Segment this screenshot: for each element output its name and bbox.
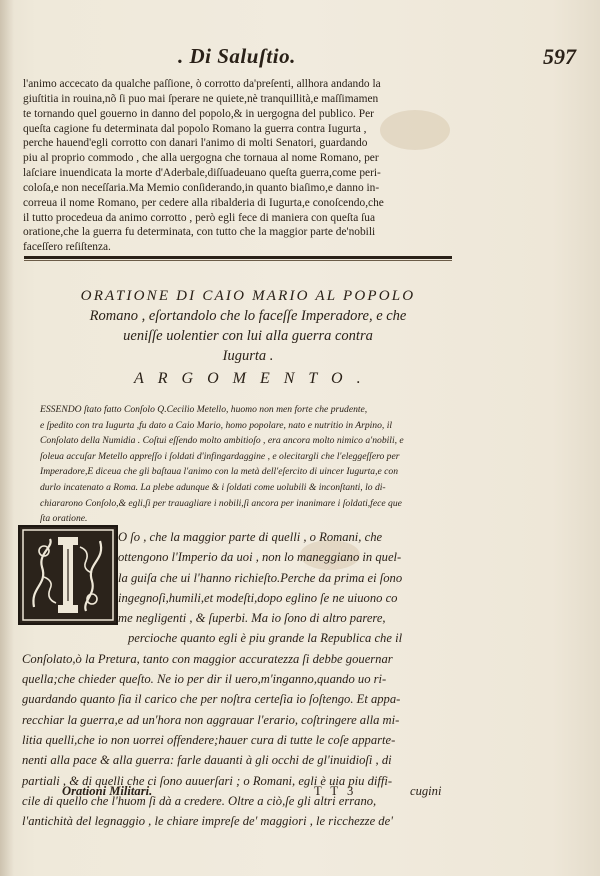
gutter-shadow [0,0,14,876]
text-line: l'animo accecato da qualche paſſione, ò corrotto da'preſenti, allhora andando la [23,78,381,90]
speech-line: litia quelli,che io non uorrei offendere;hauer cura di tutte le coſe apparte- [22,732,396,747]
text-line: il tutto procedeua da animo corrotto , però egli fece di maniera con queſta ſua [23,211,376,224]
speech-line: percioche quanto egli è piu grande la Republica che il [128,631,403,646]
running-title: . Di Saluſtio. [178,44,296,68]
speech-line: nenti alla pace & alla guerra: farle dauanti à gli occhi de gl'inuidioſi , di [22,753,392,768]
oration-title-line: Romano , eſortandolo che lo faceſſe Imperadore, e che [89,308,407,324]
catchword: cugini [410,784,442,798]
speech-line: guardando quanto ſia il carico che per noſtra certeſia io ſoſtengo. Et appa- [22,692,401,707]
argument-heading: ARGOMENTO. [134,370,375,387]
argument-line: durlo incatenato a Roma. La plebe adunque & i ſoldati come uolubili & inconſtanti, lo di- [40,481,386,493]
signature-mark: T T 3 [314,784,357,798]
page-number: 597 [543,44,576,69]
argument-line: e ſpedito con tra Iugurta ,fu dato a Caio Mario, homo popolare, nato e nutritio in Arpino, il [40,419,393,431]
collection-title: Orationi Militari. [62,784,153,798]
argument-line: Imperadore,E diceua che gli baſtaua l'animo con la metà dell'eſercito di uincer Iugurta,e con [40,466,399,478]
text-line: queſta cagione fu determinata dal popolo Romano la guerra contra Iugurta , [23,122,367,135]
text-line: laſciare inuendicata la morte d'Aderbale,diſſuadeuano queſta guerra,come peri- [23,167,381,180]
speech-line: ottengono l'Imperio da uoi , non lo maneggiano in quel- [118,550,402,565]
argument-line: Conſolato della Numidia . Coſtui eſſendo molto ambitioſo , era ancora molto nimico a'nobili, e [40,435,404,447]
text-line: faceſſero reſiſtenza. [23,241,111,254]
speech-line: ingegnoſi,humili,et modeſti,dopo eglino ſe ne uiuono co [118,590,398,605]
argument-line: ESSENDO ſtato fatto Conſolo Q.Cecilio Metello, huomo non men forte che prudente, [40,404,368,415]
speech-line: quella;che chieder queſto. Ne io per dir il uero,m'inganno,quando uo ri- [22,672,387,687]
argument-line: ſoleua accuſar Metello appreſſo i ſoldati d'infingardaggine , e olecitargli che l'eleggeſſero per [40,450,400,462]
text-line: giuſtitia in rouina,nõ ſi puo mai ſperare ne quiete,nè tranquillità,e maſſimamen [23,92,379,105]
oration-title [28,286,468,366]
decorated-initial-i-icon [18,525,118,625]
text-line: coloſa,e non neceſſaria.Ma Memio conſiderando,in quanto biaſimo,e danno in- [23,181,380,194]
text-line: perche hauend'egli corrotto con danari l'animo di molti Senatori, guardando [23,137,368,150]
speech-line: l'antichità del legnaggio , le chiare impreſe de' maggiori , le ricchezze de' [22,814,393,829]
speech-line: Conſolato,ò la Pretura, tanto con maggior accuratezza ſi debbe gouernar [22,651,393,666]
text-line: oratione,che la guerra fu determinata, con tutto che la maggior parte de'nobili [23,226,376,239]
argument-paragraph [40,402,452,527]
text-line: correua il nome Romano, per cedere alla ribalderia di Iugurta,e conoſcendo,che [23,196,384,209]
section-divider [24,256,452,259]
speech-line: me negligenti , & ſuperbi. Ma io ſono di altro parere, [118,611,386,626]
text-line: piu al proprio commodo , che alla uergogna che tornaua al nome Romano, per [23,152,379,165]
argument-line: ſta oratione. [40,513,88,525]
text-line: te tornando quel gouerno in danno del popolo,& in uergogna del publico. Per [23,107,374,120]
oration-title-line: ueniſſe uolentier con lui alla guerra contra [123,328,373,344]
ornament-icon [20,527,116,623]
page-header [0,44,600,74]
speech-line: recchiar la guerra,e ad un'hora non aggrauar l'erario, coſtringere alla mi- [22,712,400,727]
section-divider-thin [24,260,452,261]
page-footer [0,784,600,808]
oration-title-line: ORATIONE DI CAIO MARIO AL POPOLO [80,288,416,304]
argument-line: chiararono Conſolo,& egli,ſi per trauagliare i nobili,ſi ancora per inanimare i ſoldati,fece que [40,497,402,509]
speech-line: partiali , & di quelli che ci ſono auuerſari ; o Romani, egli è uia piu diffi- [22,773,393,788]
introductory-paragraph [23,77,453,255]
speech-line: la guiſa che ui l'hanno richieſto.Perche da prima ei ſono [118,570,403,585]
speech-line: O ſo , che la maggior parte di quelli , o Romani, che [118,530,383,544]
speech-line: cile di quello che l'huom ſi dà a credere. Oltre a ciò,ſe gli altri errano, [22,793,377,808]
oration-title-line: Iugurta . [222,348,274,364]
